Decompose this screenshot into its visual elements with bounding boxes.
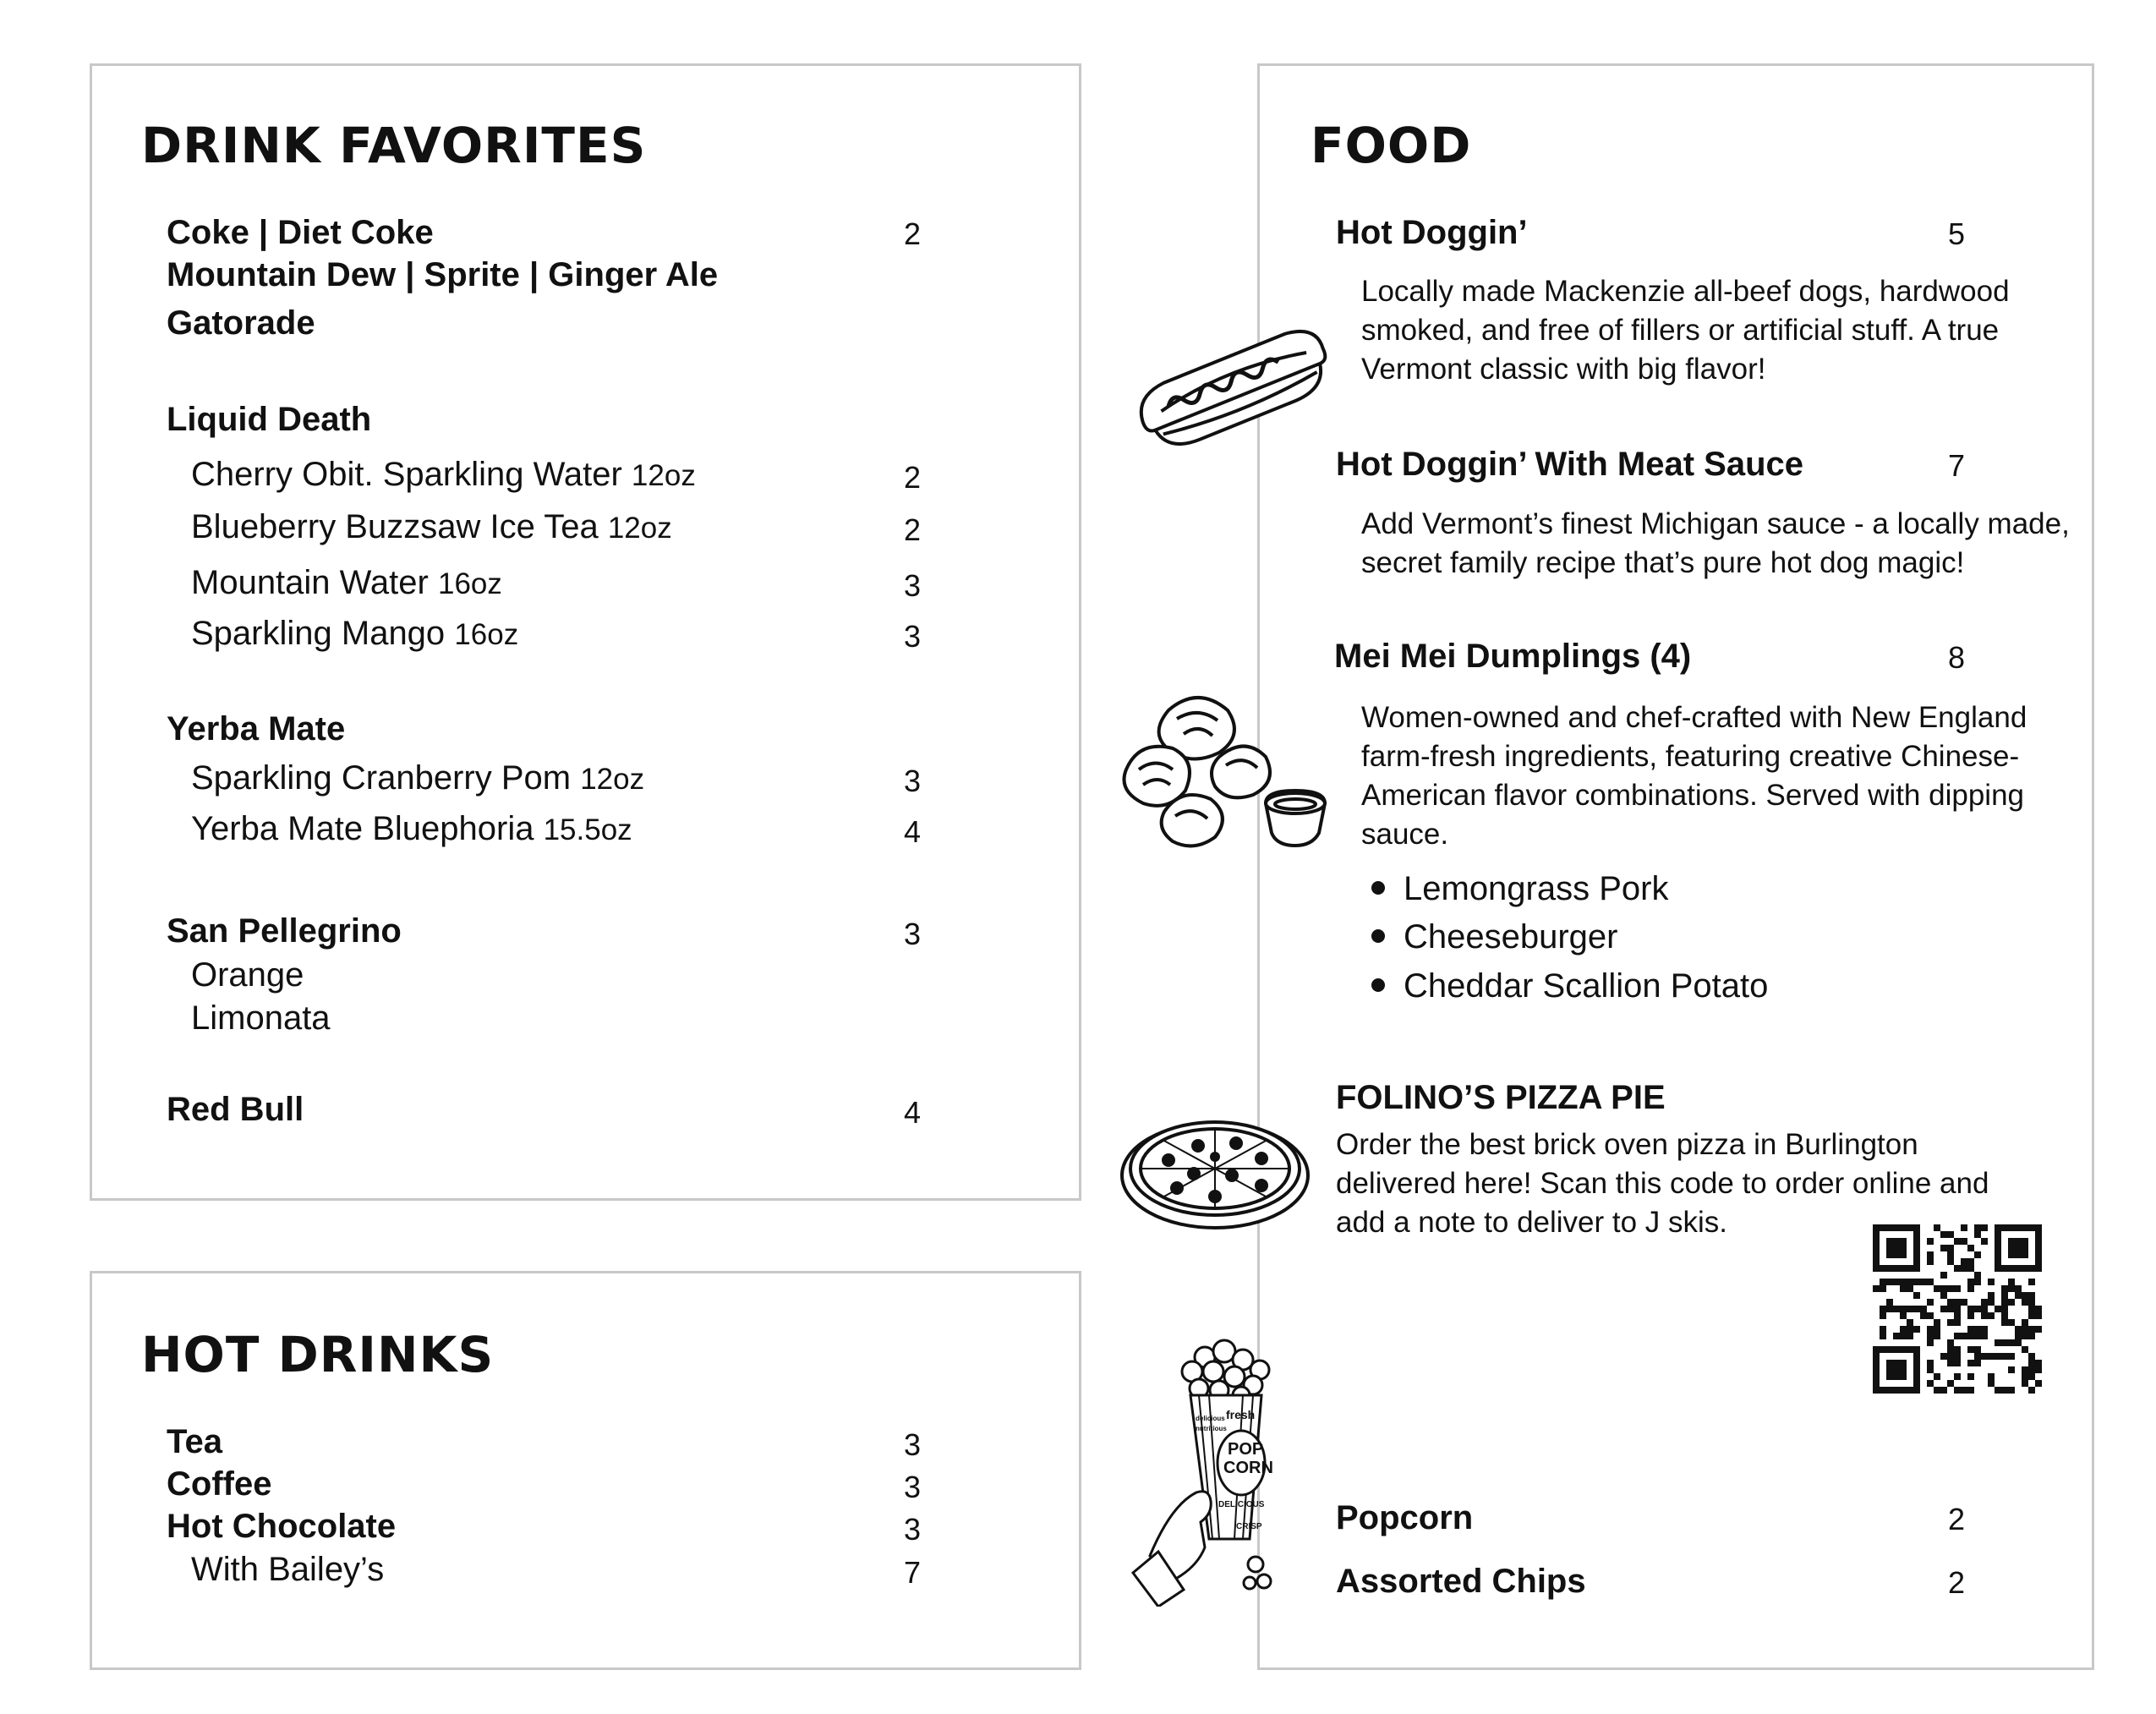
hot-drink-hot-chocolate: Hot Chocolate: [167, 1508, 397, 1545]
flavor-item: Orange: [191, 956, 304, 994]
item-price: 2: [904, 460, 922, 495]
hot-drink-price: 3: [904, 1512, 922, 1547]
popcorn-box-text: nutritious: [1196, 1425, 1227, 1432]
hot-drink-price: 3: [904, 1427, 922, 1462]
dumplings-icon: [1118, 685, 1338, 854]
dumplings-description: Women-owned and chef-crafted with New England farm-fresh ingredients, featuring creative Chinese-American flavor combinations. Served with dipping sauce.: [1361, 701, 2027, 851]
dumplings-name: Mei Mei Dumplings (4): [1334, 638, 1692, 675]
hot-drink-price: 3: [904, 1470, 922, 1504]
item-price: 3: [904, 619, 922, 654]
popcorn-box-text: delicious: [1196, 1415, 1225, 1422]
soda-line-2: Mountain Dew | Sprite | Ginger Ale: [167, 256, 719, 293]
dumplings-price: 8: [1948, 640, 1966, 675]
hot-dog-description: Locally made Mackenzie all-beef dogs, hardwood smoked, and free of fillers or artificial stuff. A true Vermont classic with big flavor!: [1361, 275, 2010, 386]
list-item: Mountain Water 16oz: [191, 564, 502, 601]
san-pellegrino-heading: San Pellegrino: [167, 912, 402, 950]
soda-line-3: Gatorade: [167, 304, 315, 342]
item-price: 4: [904, 814, 922, 849]
hot-dog-name: Hot Doggin’: [1336, 214, 1528, 251]
item-price: 2: [904, 512, 922, 547]
hot-dog-sauce-description: Add Vermont’s finest Michigan sauce - a locally made, secret family recipe that’s pure hot dog magic!: [1361, 507, 2070, 579]
dumpling-flavor-item: Lemongrass Pork: [1371, 870, 1668, 908]
pizza-description: Order the best brick oven pizza in Burlington delivered here! Scan this code to order online and add a note to deliver to J skis.: [1336, 1128, 1989, 1239]
red-bull-heading: Red Bull: [167, 1091, 304, 1128]
list-item: Blueberry Buzzsaw Ice Tea 12oz: [191, 508, 672, 545]
item-price: 3: [904, 764, 922, 798]
chips-name: Assorted Chips: [1336, 1563, 1586, 1600]
popcorn-price: 2: [1948, 1502, 1966, 1536]
hot-dog-sauce-price: 7: [1948, 448, 1966, 483]
popcorn-box-text: CORN: [1223, 1459, 1273, 1477]
hot-drink-addon: With Bailey’s: [191, 1551, 385, 1588]
flavor-item: Limonata: [191, 999, 331, 1037]
popcorn-box-text: fresh: [1226, 1408, 1256, 1421]
item-price: 3: [904, 568, 922, 603]
red-bull-price: 4: [904, 1095, 922, 1130]
chips-price: 2: [1948, 1565, 1966, 1600]
dumpling-flavor-item: Cheddar Scallion Potato: [1371, 967, 1768, 1005]
yerba-mate-heading: Yerba Mate: [167, 710, 346, 747]
popcorn-box-text: CRISP: [1236, 1522, 1262, 1531]
dumpling-flavor-item: Cheeseburger: [1371, 918, 1618, 956]
hot-dog-icon: [1133, 313, 1336, 461]
drink-favorites-heading: DRINK FAVORITES: [141, 117, 647, 174]
popcorn-name: Popcorn: [1336, 1499, 1474, 1536]
list-item: Yerba Mate Bluephoria 15.5oz: [191, 810, 632, 847]
hot-dog-price: 5: [1948, 216, 1966, 251]
qr-code-icon[interactable]: [1873, 1224, 2042, 1394]
food-heading: FOOD: [1311, 117, 1472, 174]
soda-line-1: Coke | Diet Coke: [167, 214, 434, 251]
list-item: Sparkling Cranberry Pom 12oz: [191, 759, 645, 797]
hot-drink-tea: Tea: [167, 1423, 222, 1460]
popcorn-box-text: POP: [1228, 1440, 1264, 1459]
hot-drinks-heading: HOT DRINKS: [141, 1326, 495, 1383]
popcorn-box-text: DELICIOUS: [1218, 1500, 1265, 1509]
liquid-death-heading: Liquid Death: [167, 401, 372, 438]
hot-drink-addon-price: 7: [904, 1555, 922, 1590]
list-item: Sparkling Mango 16oz: [191, 615, 519, 652]
hot-drink-coffee: Coffee: [167, 1465, 272, 1503]
san-pellegrino-price: 3: [904, 917, 922, 951]
pizza-icon: [1118, 1108, 1312, 1235]
hot-dog-sauce-name: Hot Doggin’ With Meat Sauce: [1336, 446, 1803, 483]
list-item: Cherry Obit. Sparkling Water 12oz: [191, 456, 696, 493]
soda-price: 2: [904, 216, 922, 251]
popcorn-icon: [1125, 1336, 1327, 1607]
pizza-name: FOLINO’S PIZZA PIE: [1336, 1079, 1666, 1116]
